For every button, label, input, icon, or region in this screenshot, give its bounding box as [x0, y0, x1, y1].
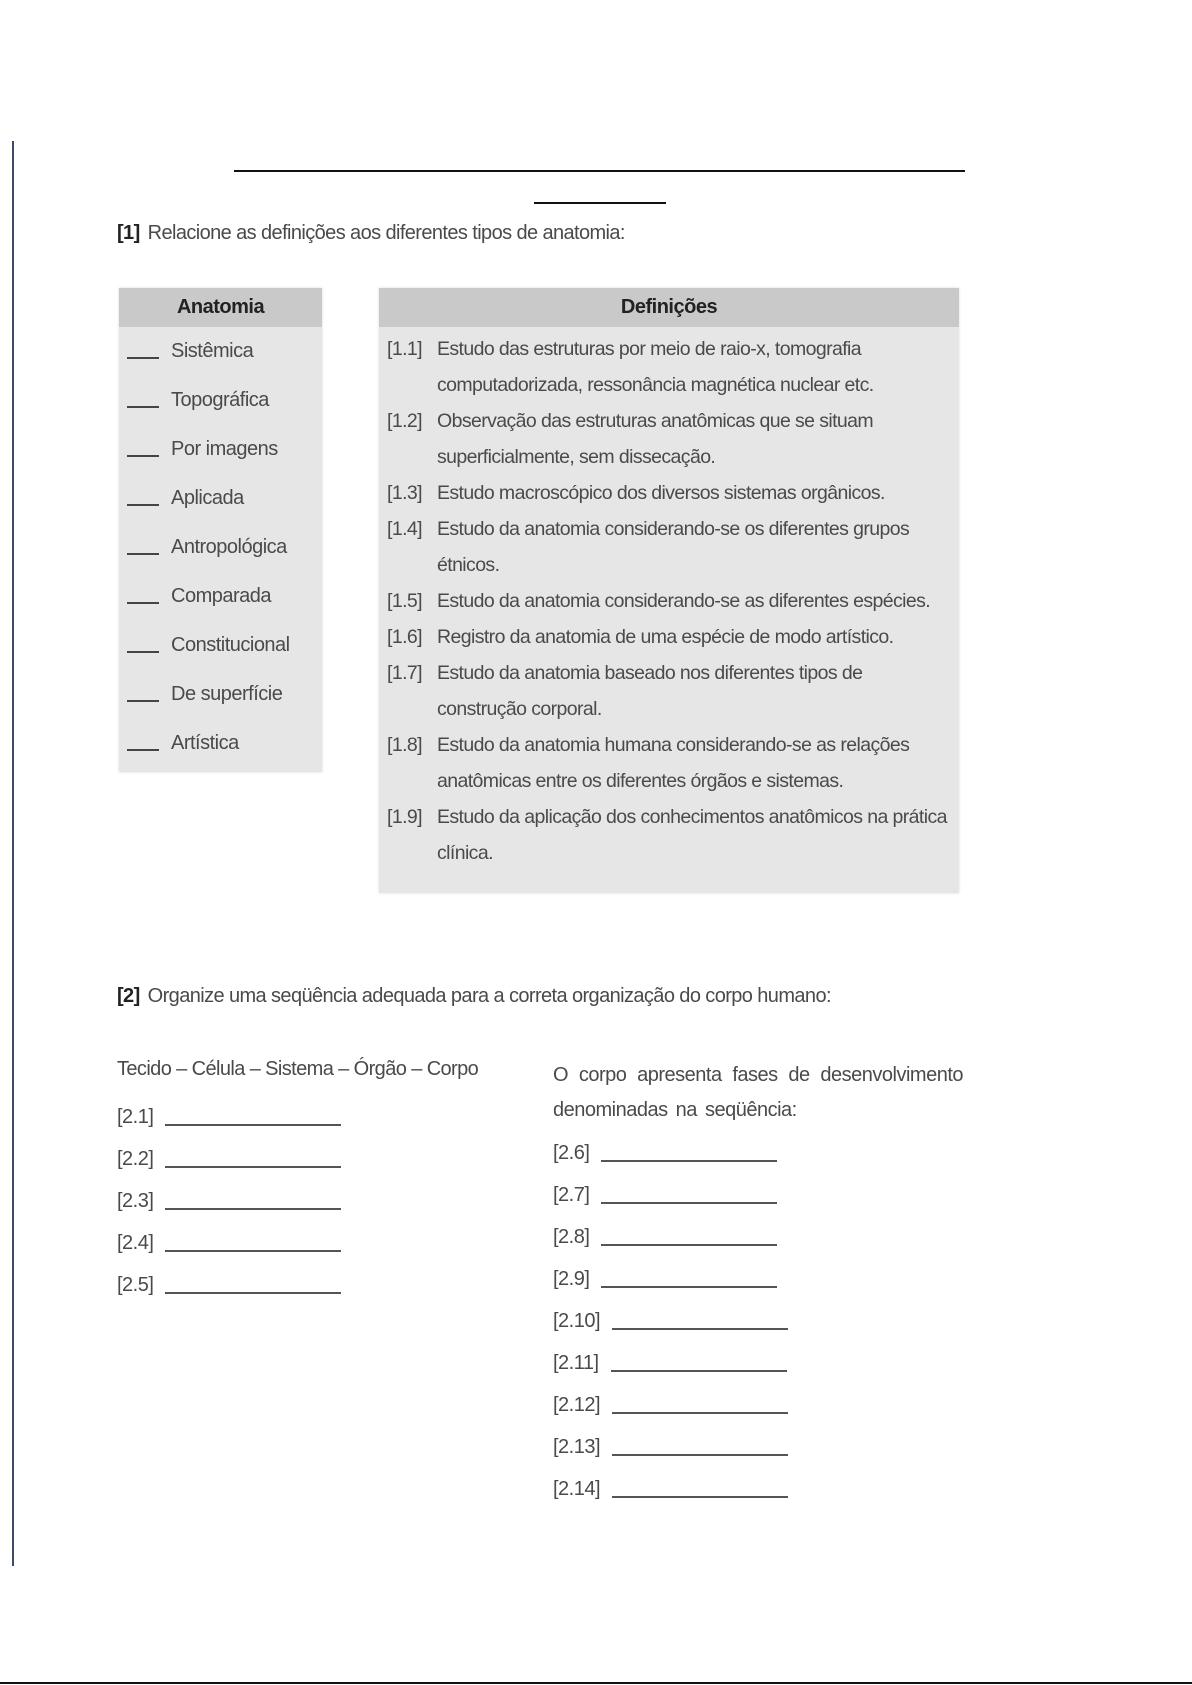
definition-item: [379, 475, 949, 511]
definition-item: [379, 583, 949, 619]
anatomia-item: [119, 523, 322, 572]
subtitle-blank-line: [534, 202, 666, 204]
definition-number: [1.8]: [387, 734, 422, 756]
answer-number: [2.13]: [553, 1435, 601, 1458]
answer-blank[interactable]: [127, 357, 159, 359]
definition-item: [379, 727, 949, 799]
answer-blank[interactable]: [601, 1160, 777, 1162]
answer-blank[interactable]: [127, 749, 159, 751]
definition-item: [379, 799, 949, 871]
definition-number: [1.6]: [387, 626, 422, 648]
definition-number: [1.2]: [387, 410, 422, 432]
question-2: [117, 985, 831, 1008]
definition-text: Estudo da anatomia baseado nos diferentes tipos de construção corporal.: [437, 662, 863, 720]
answer-item: [117, 1222, 497, 1264]
answer-blank[interactable]: [127, 504, 159, 506]
definition-item: [379, 331, 949, 403]
question-text: Relacione as definições aos diferentes tipos de anatomia:: [147, 222, 625, 244]
question-1: [117, 222, 625, 245]
answer-blank[interactable]: [165, 1124, 341, 1126]
page-bottom-line: [0, 1682, 1192, 1684]
sequence-prompt: Tecido – Célula – Sistema – Órgão – Corpo: [117, 1058, 479, 1080]
right-column: [553, 1058, 963, 1510]
anatomia-label: Artística: [171, 732, 239, 754]
answer-item: [553, 1174, 963, 1216]
answer-number: [2.11]: [553, 1351, 599, 1374]
answer-number: [2.7]: [553, 1183, 590, 1206]
answer-blank[interactable]: [611, 1370, 787, 1372]
anatomia-item: [119, 719, 322, 768]
answer-number: [2.6]: [553, 1141, 590, 1164]
answer-blank[interactable]: [612, 1454, 788, 1456]
definition-text: Estudo da anatomia considerando-se as diferentes espécies.: [437, 590, 931, 612]
answer-item: [117, 1138, 497, 1180]
answer-number: [2.3]: [117, 1189, 154, 1212]
page-margin-line: [12, 141, 14, 1566]
definition-text: Observação das estruturas anatômicas que se situam superficialmente, sem dissecação.: [437, 410, 874, 468]
left-column: [117, 1058, 497, 1306]
answer-blank[interactable]: [612, 1496, 788, 1498]
anatomia-label: De superfície: [171, 683, 283, 705]
definition-item: [379, 403, 949, 475]
answer-item: [117, 1180, 497, 1222]
definicoes-header: Definições: [379, 288, 959, 327]
answer-number: [2.4]: [117, 1231, 154, 1254]
anatomia-header: Anatomia: [119, 288, 322, 327]
definicoes-table: [379, 288, 959, 893]
anatomia-item: [119, 376, 322, 425]
question-number: [1]: [117, 222, 140, 244]
definition-item: [379, 619, 949, 655]
definition-text: Registro da anatomia de uma espécie de modo artístico.: [437, 626, 894, 648]
anatomia-item: [119, 425, 322, 474]
answer-blank[interactable]: [165, 1166, 341, 1168]
answer-number: [2.5]: [117, 1273, 154, 1296]
answer-number: [2.10]: [553, 1309, 601, 1332]
answer-item: [117, 1264, 497, 1306]
definition-item: [379, 511, 949, 583]
anatomia-item: [119, 670, 322, 719]
definition-text: Estudo da aplicação dos conhecimentos anatômicos na prática clínica.: [437, 806, 947, 864]
answer-blank[interactable]: [127, 602, 159, 604]
answer-blank[interactable]: [127, 553, 159, 555]
answer-blank[interactable]: [601, 1286, 777, 1288]
definition-item: [379, 655, 949, 727]
answer-blank[interactable]: [601, 1244, 777, 1246]
answer-number: [2.9]: [553, 1267, 590, 1290]
definition-number: [1.3]: [387, 482, 422, 504]
answer-item: [553, 1468, 963, 1510]
answer-blank[interactable]: [612, 1328, 788, 1330]
definition-text: Estudo macroscópico dos diversos sistemas orgânicos.: [437, 482, 885, 504]
answer-blank[interactable]: [165, 1250, 341, 1252]
title-blank-line: [234, 170, 965, 172]
answer-item: [553, 1216, 963, 1258]
answer-item: [553, 1384, 963, 1426]
anatomia-label: Sistêmica: [171, 340, 254, 362]
answer-number: [2.14]: [553, 1477, 601, 1500]
answer-item: [553, 1132, 963, 1174]
anatomia-label: Topográfica: [171, 389, 269, 411]
question-number: [2]: [117, 985, 140, 1007]
answer-number: [2.1]: [117, 1105, 154, 1128]
anatomia-item: [119, 621, 322, 670]
anatomia-label: Antropológica: [171, 536, 287, 558]
anatomia-label: Comparada: [171, 585, 272, 607]
definition-number: [1.1]: [387, 338, 422, 360]
answer-number: [2.2]: [117, 1147, 154, 1170]
definition-number: [1.4]: [387, 518, 422, 540]
answer-item: [553, 1258, 963, 1300]
anatomia-table: [119, 288, 322, 772]
answer-item: [553, 1426, 963, 1468]
definition-number: [1.9]: [387, 806, 422, 828]
answer-blank[interactable]: [127, 651, 159, 653]
answer-blank[interactable]: [601, 1202, 777, 1204]
answer-blank[interactable]: [127, 455, 159, 457]
answer-number: [2.12]: [553, 1393, 601, 1416]
definition-text: Estudo da anatomia humana considerando-se as relações anatômicas entre os diferentes órgãos e sistemas.: [437, 734, 910, 792]
answer-blank[interactable]: [612, 1412, 788, 1414]
definition-text: Estudo das estruturas por meio de raio-x, tomografia computadorizada, ressonância magnética nuclear etc.: [437, 338, 874, 396]
anatomia-item: [119, 572, 322, 621]
answer-blank[interactable]: [127, 700, 159, 702]
anatomia-label: Constitucional: [171, 634, 290, 656]
anatomia-label: Aplicada: [171, 487, 244, 509]
anatomia-label: Por imagens: [171, 438, 278, 460]
definition-number: [1.7]: [387, 662, 422, 684]
anatomia-item: [119, 474, 322, 523]
answer-blank[interactable]: [127, 406, 159, 408]
answer-item: [553, 1300, 963, 1342]
anatomia-item: [119, 327, 322, 376]
answer-item: [553, 1342, 963, 1384]
phases-prompt: O corpo apresenta fases de desenvolvimento denominadas na seqüência:: [553, 1064, 963, 1121]
answer-blank[interactable]: [165, 1208, 341, 1210]
answer-number: [2.8]: [553, 1225, 590, 1248]
answer-blank[interactable]: [165, 1292, 341, 1294]
definition-text: Estudo da anatomia considerando-se os diferentes grupos étnicos.: [437, 518, 910, 576]
answer-item: [117, 1096, 497, 1138]
question-text: Organize uma seqüência adequada para a correta organização do corpo humano:: [147, 985, 831, 1007]
definition-number: [1.5]: [387, 590, 422, 612]
